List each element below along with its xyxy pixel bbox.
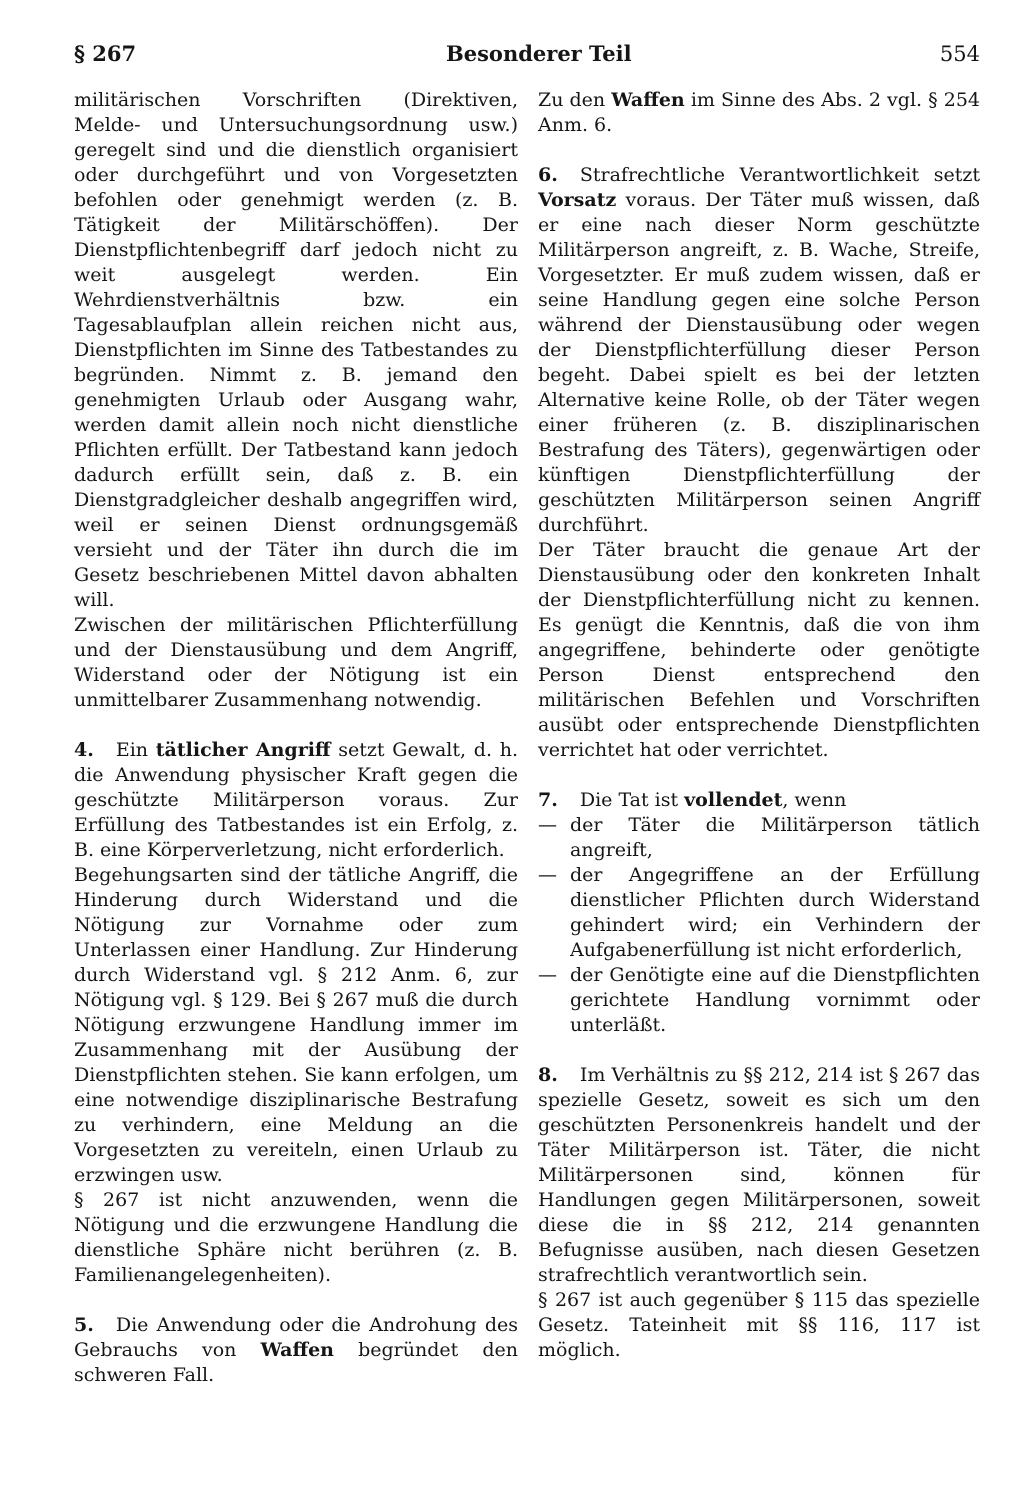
section-8-number: 8.	[538, 1064, 558, 1086]
right-column	[538, 88, 980, 1363]
section-5-term: Waffen	[260, 1339, 334, 1361]
section-4-text: setzt Gewalt, d. h. die Anwendung physischer Kraft gegen die geschützte Militärperson voraus. Zur Erfüllung des Tatbestandes ist ein Erfolg, z. B. eine Körperverletzung, nicht erforderlich.	[74, 739, 518, 861]
paragraph-begehungsarten: Begehungsarten sind der tätliche Angriff, die Hinderung durch Widerstand und die Nötigung zur Vornahme oder zum Unterlassen einer Handlung. Zur Hinderung durch Widerstand vgl. § 212 Anm. 6, zur Nötigung vgl. § 129. Bei § 267 muß die durch Nötigung erzwungene Handlung immer im Zusammenhang mit der Ausübung der Dienstpflichten stehen. Sie kann erfolgen, um eine notwendige disziplinarische Bestrafung zu verhindern, eine Meldung an die Vorgesetzten zu vereiteln, einen Urlaub zu erzwingen usw.	[74, 864, 518, 1186]
list-item: — der Angegriffene an der Erfüllung dienstlicher Pflichten durch Widerstand gehindert wird; ein Verhindern der Aufgabenerfüllung ist nicht erforderlich,	[538, 863, 980, 963]
section-5-text: begründet den schweren Fall.	[74, 1339, 518, 1386]
section-4-intro: Ein	[115, 739, 156, 761]
section-5	[74, 1313, 518, 1388]
paragraph-weapons-ref	[538, 88, 980, 138]
paragraph-connection: Zwischen der militärischen Pflichterfüllung und der Dienstausübung und dem Angriff, Widerstand oder der Nötigung ist ein unmittelbarer Zusammenhang notwendig.	[74, 614, 518, 711]
section-6-text: voraus. Der Täter muß wissen, daß er eine nach dieser Norm geschützte Militärperson angreift, z. B. Wache, Streife, Vorgesetzter. Er muß zudem wissen, daß er seine Handlung gegen eine solche Person während der Dienstausübung oder wegen der Dienstpflichterfüllung dieser Person begeht. Dabei spielt es bei der letzten Alternative keine Rolle, ob der Täter wegen einer früheren (z. B. disziplinarischen Bestrafung des Täters), gegenwärtigen oder künftigen Dienstpflichterfüllung der geschützten Militärperson seinen Angriff durchführt.	[538, 189, 980, 536]
section-7-intro: Die Tat ist	[579, 789, 685, 811]
paragraph-not-applicable: § 267 ist nicht anzuwenden, wenn die Nötigung und die erzwungene Handlung die dienstliche Sphäre nicht berühren (z. B. Familienangelegenheiten).	[74, 1189, 518, 1286]
section-6-term: Vorsatz	[538, 189, 617, 211]
section-7-list	[538, 813, 980, 1038]
paragraph-knowledge: Der Täter braucht die genaue Art der Dienstausübung oder den konkreten Inhalt der Dienstpflichterfüllung nicht zu kennen. Es genügt die Kenntnis, daß die von ihm angegriffene, behinderte oder genötigte Person Dienst entsprechend den militärischen Befehlen und Vorschriften ausübt oder entsprechende Dienstpflichten verrichtet hat oder verrichtet.	[538, 539, 980, 761]
weapons-ref-term: Waffen	[611, 89, 685, 111]
section-5-intro: Die Anwendung oder die Androhung des Gebrauchs von	[74, 1314, 518, 1361]
page-header	[74, 40, 980, 80]
paragraph-special-law: § 267 ist auch gegenüber § 115 das spezielle Gesetz. Tateinheit mit §§ 116, 117 ist möglich.	[538, 1289, 980, 1361]
section-8-text: Im Verhältnis zu §§ 212, 214 ist § 267 das spezielle Gesetz, soweit es sich um den geschützten Personenkreis handelt und der Täter Militärperson ist. Täter, die nicht Militärpersonen sind, können für Handlungen gegen Militärpersonen, soweit diese die in §§ 212, 214 genannten Befugnisse ausüben, nach diesen Gesetzen strafrechtlich verantwortlich sein.	[538, 1064, 980, 1286]
section-6-number: 6.	[538, 164, 558, 186]
header-page-number: 554	[939, 42, 980, 66]
section-8	[538, 1063, 980, 1288]
header-title: Besonderer Teil	[446, 41, 632, 66]
section-4-term: tätlicher Angriff	[155, 739, 331, 761]
section-7	[538, 788, 980, 813]
header-section-number: § 267	[74, 41, 137, 66]
section-6	[538, 163, 980, 538]
section-7-number: 7.	[538, 789, 558, 811]
section-7-text: , wenn	[782, 789, 847, 811]
weapons-ref-intro: Zu den	[538, 89, 612, 111]
section-5-number: 5.	[74, 1314, 94, 1336]
section-4	[74, 738, 518, 863]
list-item: — der Täter die Militärperson tätlich angreift,	[538, 813, 980, 863]
paragraph-continuation: militärischen Vorschriften (Direktiven, Melde- und Untersuchungsordnung usw.) geregelt sind und die dienstlich organisiert oder durchgeführt und von Vorgesetzten befohlen oder genehmigt werden (z. B. Tätigkeit der Militärschöffen). Der Dienstpflichtenbegriff darf jedoch nicht zu weit ausgelegt werden. Ein Wehrdienstverhältnis bzw. ein Tagesablaufplan allein reichen nicht aus, Dienstpflichten im Sinne des Tatbestandes zu begründen. Nimmt z. B. jemand den genehmigten Urlaub oder Ausgang wahr, werden damit allein noch nicht dienstliche Pflichten erfüllt. Der Tatbestand kann jedoch dadurch erfüllt sein, daß z. B. ein Dienstgradgleicher deshalb angegriffen wird, weil er seinen Dienst ordnungsgemäß versieht und der Täter ihn durch die im Gesetz beschriebenen Mittel davon abhalten will.	[74, 89, 518, 611]
section-6-intro: Strafrechtliche Verantwortlichkeit setzt	[579, 164, 980, 186]
section-4-number: 4.	[74, 739, 94, 761]
list-item: — der Genötigte eine auf die Dienstpflichten gerichtete Handlung vornimmt oder unterläßt.	[538, 963, 980, 1038]
left-column	[74, 88, 518, 1388]
section-7-term: vollendet	[684, 789, 783, 811]
weapons-ref-text: im Sinne des Abs. 2 vgl. § 254 Anm. 6.	[538, 89, 980, 136]
